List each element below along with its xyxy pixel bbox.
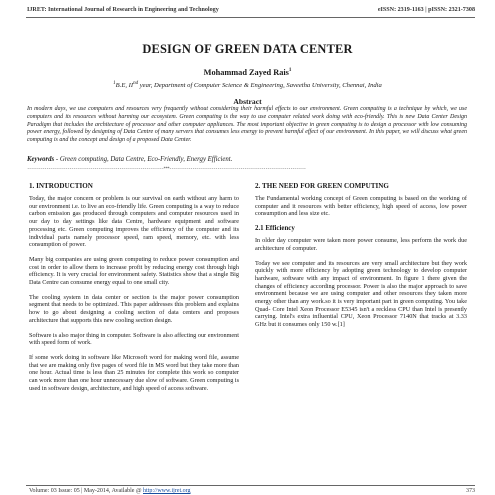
section-heading-introduction: 1. INTRODUCTION	[29, 182, 93, 190]
journal-name: IJRET: International Journal of Research in Engineering and Technology	[27, 7, 219, 13]
section-divider: -----------------------------------------------------------------------***-----------------------------------------------------------------------	[27, 166, 306, 171]
subsection-heading-efficiency: 2.1 Efficiency	[255, 225, 295, 233]
paper-title: DESIGN OF GREEN DATA CENTER	[142, 42, 353, 56]
intro-paragraph-1: Today, the major concern or problem is our survival on earth without any harm to our environment i.e. to live an eco-friendly life. Green computing is a way to reduce carbon emission gas produced through computers and computer resources used in our day to day settings like data Centre, hardware equipment and software processing etc. Green computing improves the efficiency of the computer and its individual parts namely processor speed, ram speed, memory, etc. with less consumption of power.	[29, 195, 239, 249]
efficiency-paragraph-1: In older day computer were taken more power consume, less perform the work due architecture of computer.	[255, 237, 467, 252]
page-footer	[29, 488, 475, 494]
affiliation-superscript: 1	[113, 81, 116, 86]
abstract-heading: Abstract	[233, 97, 262, 106]
affiliation-ordinal: B.E, II	[115, 82, 134, 90]
keywords	[27, 156, 467, 163]
journal-header	[27, 7, 475, 13]
keywords-label: Keywords	[27, 156, 55, 163]
author-superscript: 1	[288, 68, 292, 74]
efficiency-paragraph-2: Today we see computer and its resources are very small architecture but they work quickly with more efficiency by adopting green technology to develop computer hardware, software with any impact of environment. In figure 1 there given the changes of efficiency according processor. Power is also the major approach to save environment because we are using computer and other resources they taken more energy other than any work.so it is very important part in green computing. You take Quad- Core Intel Xeon Processor E5345 isn't a reckless CPU than Intel is presently carrying. Intel's extra influential CPU, Xeon Processor 7140N that tracks at 3.33 GHz but it consumes only 150 w.[1]	[255, 259, 467, 329]
page-number: 373	[466, 488, 475, 494]
intro-paragraph-4: Software is also major thing in computer. Software is also affecting our environment with speed form of work.	[29, 331, 239, 347]
abstract-body: In modern days, we use computers and resources very frequently without considering their harmful effects to our environment. Green computing is a technique by which, we use computers and its resources without harming our ecosystem. Green computing is the way to use computer related work doing with eco-friendly. This is new Data Center Design Paradigm that includes the architecture of processor and other computer appliances. The most important objective in green computing is to design a processor with low consuming power energy, followed by designing of Data Centre of many servers that consumes less energy to prevent harmful effect of our environment. In this paper, we will discuss what green computing is and the concept and design of a proposed Data Center.	[27, 106, 467, 144]
intro-paragraph-5: If some work doing in software like Microsoft word for making word file, assume that we are making only five pages of word file in MS word but they take more than one hour. Actual time is less than 25 minutes for complete this work so computer can work more than one hour unnecessary due slow of software. Green computing is used in software design, architecture, and high speed of access software.	[29, 353, 239, 392]
need-paragraph: The Fundamental working concept of Green computing is based on the working of computer and it resources with better efficiency, high speed of access, low power consumption and less size etc.	[255, 195, 467, 218]
intro-paragraph-2: Many big companies are using green computing to reduce power consumption and cost in order to allow them to increase profit by reducing energy cost through high efficiency. It is very crucial for environment safety. Statistics show that a single Big Data Centre can consume energy equal to one small city.	[29, 255, 239, 287]
footer-rule	[26, 485, 475, 486]
left-column	[29, 182, 239, 399]
intro-paragraph-3: The cooling system in data center or section is the major power consumption segment that needs to be optimized. This paper addresses this problem and explains how to go about designing a cooling section of data centers and proposes architecture that supports this new cooling section design.	[29, 293, 239, 324]
affiliation-ordinal-superscript: nd	[133, 81, 139, 86]
footer-volume	[29, 488, 191, 494]
journal-url-link[interactable]: http://www.ijret.org	[143, 488, 191, 494]
issn: eISSN: 2319-1163 | pISSN: 2321-7308	[377, 7, 475, 13]
author-name	[0, 68, 495, 77]
footer-volume-text: Volume: 03 Issue: 05 | May-2014, Available @	[29, 488, 142, 494]
header-rule	[26, 17, 475, 18]
author-text: Mohammad Zayed Rais	[203, 68, 289, 77]
affiliation-text: year, Department of Computer Science & Engineering, Saveetha University, Chennai, India	[138, 82, 382, 90]
section-heading-need: 2. THE NEED FOR GREEN COMPUTING	[255, 182, 389, 190]
keywords-text: - Green computing, Data Centre, Eco-Friendly, Energy Efficient.	[54, 156, 233, 163]
affiliation	[0, 81, 495, 89]
right-column	[255, 182, 467, 336]
